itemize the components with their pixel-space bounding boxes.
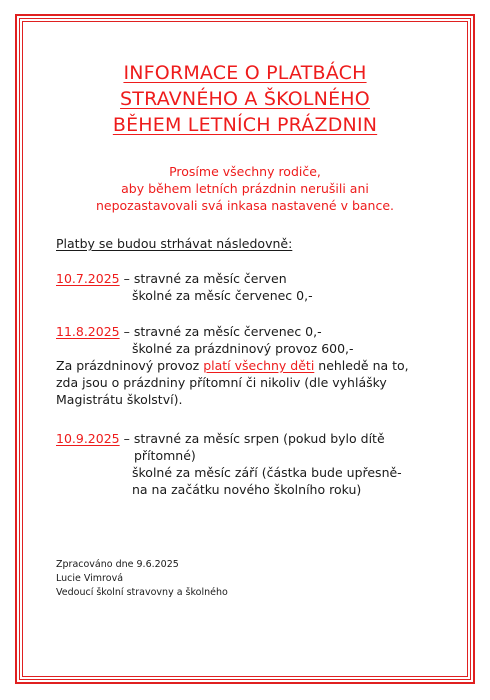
payment-september: [56, 430, 402, 498]
title-line-2: STRAVNÉHO A ŠKOLNÉHO: [120, 88, 370, 110]
payment-date: 11.8.2025: [56, 324, 120, 339]
payment-tuition-line: školné za prázdninový provoz 600,-: [132, 341, 354, 356]
payment-note-line-2: zda jsou o prázdniny přítomní či nikoliv (dle vyhlášky: [56, 375, 387, 390]
intro-line-2: aby během letních prázdnin nerušili ani: [121, 181, 369, 196]
payment-meal-line-continued: přítomné): [134, 448, 196, 463]
footer-author: Lucie Vimrová: [56, 573, 124, 584]
payment-august: [56, 323, 409, 408]
footer-role: Vedoucí školní stravovny a školného: [56, 587, 228, 598]
payment-date: 10.9.2025: [56, 431, 120, 446]
document-title: [0, 60, 490, 138]
note-prefix: Za prázdninový provoz: [56, 358, 204, 373]
payment-meal-line: – stravné za měsíc srpen (pokud bylo dítě: [119, 431, 385, 446]
payment-meal-line: – stravné za měsíc červenec 0,-: [119, 324, 322, 339]
payment-note-line-1: [56, 357, 409, 374]
payment-tuition-line-continued: na na začátku nového školního roku): [132, 482, 362, 497]
intro-line-1: Prosíme všechny rodiče,: [169, 164, 321, 179]
intro-line-3: nepozastavovali svá inkasa nastavené v bance.: [95, 198, 395, 213]
title-line-3: BĚHEM LETNÍCH PRÁZDNIN: [112, 114, 378, 136]
payment-date: 10.7.2025: [56, 271, 120, 286]
intro-paragraph: [0, 163, 490, 214]
payments-heading: Platby se budou strhávat následovně:: [56, 236, 293, 251]
payment-note-line-3: Magistrátu školství).: [56, 392, 183, 407]
document-footer: [56, 558, 228, 600]
title-line-1: INFORMACE O PLATBÁCH: [123, 62, 367, 84]
payment-tuition-line: školné za měsíc září (částka bude upřesně-: [132, 465, 402, 480]
payment-tuition-line: školné za měsíc červenec 0,-: [132, 288, 313, 303]
payment-july: [56, 270, 313, 304]
payment-meal-line: – stravné za měsíc červen: [119, 271, 287, 286]
note-suffix: nehledě na to,: [314, 358, 409, 373]
note-highlight: platí všechny děti: [203, 358, 315, 373]
footer-date: Zpracováno dne 9.6.2025: [56, 559, 179, 570]
